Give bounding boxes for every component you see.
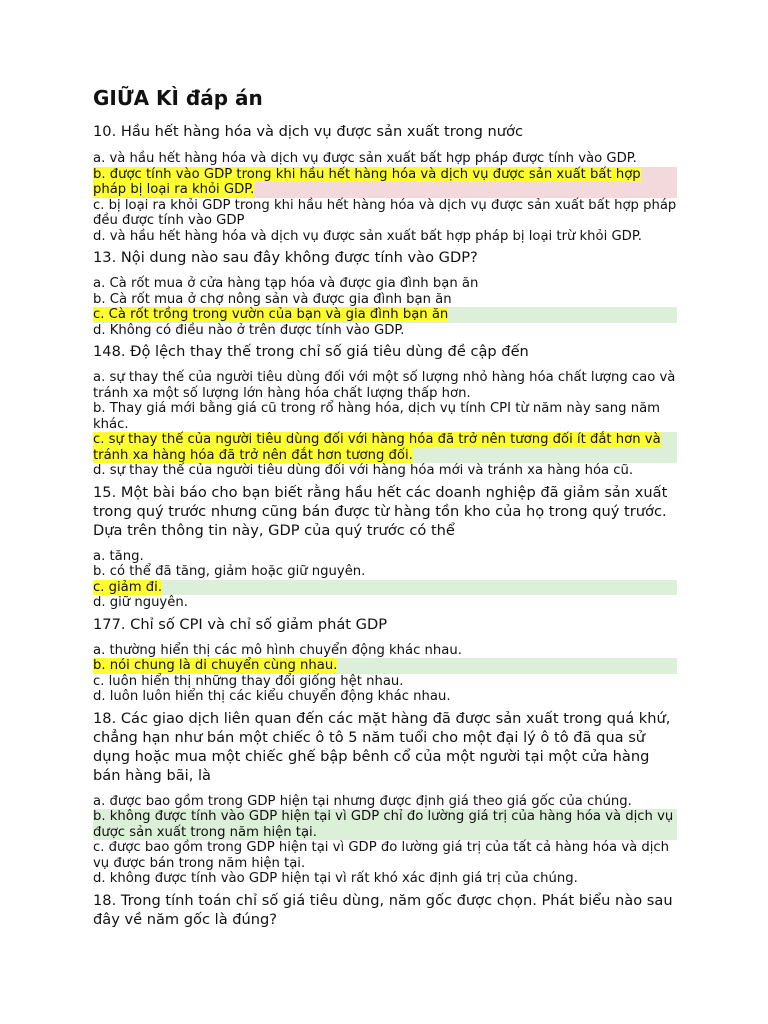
options-q177 xyxy=(93,643,677,705)
highlighted-answer: b. nói chung là di chuyển cùng nhau. xyxy=(93,658,338,673)
highlighted-answer: b. được tính vào GDP trong khi hầu hết hàng hóa và dịch vụ được sản xuất bất hợp pháp bị loại ra khỏi GDP. xyxy=(93,166,641,197)
option-a: a. sự thay thế của người tiêu dùng đối với một số lượng nhỏ hàng hóa chất lượng cao và tránh xa một số lượng lớn hàng hóa chất lượng thấp hơn. xyxy=(93,370,676,401)
option-a: a. và hầu hết hàng hóa và dịch vụ được sản xuất bất hợp pháp được tính vào GDP. xyxy=(93,151,637,166)
options-q18 xyxy=(93,794,677,887)
option-c: c. luôn hiển thị những thay đổi giống hệt nhau. xyxy=(93,673,404,689)
option-a: a. tăng. xyxy=(93,548,144,564)
option-d: d. Không có điều nào ở trên được tính vào GDP. xyxy=(93,322,405,338)
option-d: d. không được tính vào GDP hiện tại vì rất khó xác định giá trị của chúng. xyxy=(93,871,578,886)
option-b-correct xyxy=(93,167,677,198)
option-c: c. được bao gồm trong GDP hiện tại vì GDP đo lường giá trị của tất cả hàng hóa và dịch vụ được bán trong năm hiện tại. xyxy=(93,840,670,871)
option-a: a. được bao gồm trong GDP hiện tại nhưng được định giá theo giá gốc của chúng. xyxy=(93,793,632,809)
page-title: GIỮA KÌ đáp án xyxy=(93,86,263,110)
highlighted-answer: c. Cà rốt trồng trong vườn của bạn và gia đình bạn ăn xyxy=(93,307,449,322)
option-d: d. giữ nguyên. xyxy=(93,595,188,610)
options-q148 xyxy=(93,370,677,479)
option-d: d. sự thay thế của người tiêu dùng đối với hàng hóa mới và tránh xa hàng hóa cũ. xyxy=(93,463,634,478)
option-d: d. và hầu hết hàng hóa và dịch vụ được sản xuất bất hợp pháp bị loại trừ khỏi GDP. xyxy=(93,228,642,244)
option-b-correct: b. không được tính vào GDP hiện tại vì GDP chỉ đo lường giá trị của hàng hóa và dịch vụ được sản xuất trong năm hiện tại. xyxy=(93,809,677,840)
question-148: 148. Độ lệch thay thế trong chỉ số giá tiêu dùng đề cập đến xyxy=(93,343,529,360)
question-13: 13. Nội dung nào sau đây không được tính vào GDP? xyxy=(93,249,478,266)
option-b: b. có thể đã tăng, giảm hoặc giữ nguyên. xyxy=(93,564,366,579)
option-a: a. Cà rốt mua ở cửa hàng tạp hóa và được gia đình bạn ăn xyxy=(93,276,479,291)
option-d: d. luôn luôn hiển thị các kiểu chuyển động khác nhau. xyxy=(93,689,451,704)
options-q13 xyxy=(93,276,677,338)
option-b: b. Thay giá mới bằng giá cũ trong rổ hàng hóa, dịch vụ tính CPI từ năm này sang năm khác. xyxy=(93,401,660,432)
question-177: 177. Chỉ số CPI và chỉ số giảm phát GDP xyxy=(93,615,388,633)
question-18: 18. Các giao dịch liên quan đến các mặt hàng đã được sản xuất trong quá khứ, chẳng hạn như bán một chiếc ô tô 5 năm tuổi cho một đại lý ô tô đã qua sử dụng hoặc mua một chiếc ghế bập bênh cổ của một người tại một cửa hàng bán hàng bãi, là xyxy=(93,709,671,784)
options-q10 xyxy=(93,151,677,244)
option-c-correct xyxy=(93,307,677,323)
option-c: c. bị loại ra khỏi GDP trong khi hầu hết hàng hóa và dịch vụ được sản xuất bất hợp pháp đều được tính vào GDP xyxy=(93,197,677,228)
option-b-correct xyxy=(93,658,677,674)
option-b: b. Cà rốt mua ở chợ nông sản và được gia đình bạn ăn xyxy=(93,291,452,307)
highlighted-answer: c. sự thay thế của người tiêu dùng đối với hàng hóa đã trở nên tương đối ít đắt hơn và tránh xa hàng hóa đã trở nên đắt hơn tương đối. xyxy=(93,432,661,463)
option-c-correct xyxy=(93,432,677,463)
options-q15 xyxy=(93,549,677,611)
question-18-base-year: 18. Trong tính toán chỉ số giá tiêu dùng, năm gốc được chọn. Phát biểu nào sau đây về năm gốc là đúng? xyxy=(93,891,673,928)
document-page xyxy=(93,84,677,941)
option-c-correct xyxy=(93,580,677,596)
highlighted-answer: c. giảm đi. xyxy=(93,579,163,595)
question-15: 15. Một bài báo cho bạn biết rằng hầu hết các doanh nghiệp đã giảm sản xuất trong quý trước nhưng cũng bán được từ hàng tồn kho của họ trong quý trước. Dựa trên thông tin này, GDP của quý trước có thể xyxy=(93,483,668,539)
question-10: 10. Hầu hết hàng hóa và dịch vụ được sản xuất trong nước xyxy=(93,123,523,140)
option-a: a. thường hiển thị các mô hình chuyển động khác nhau. xyxy=(93,642,462,658)
